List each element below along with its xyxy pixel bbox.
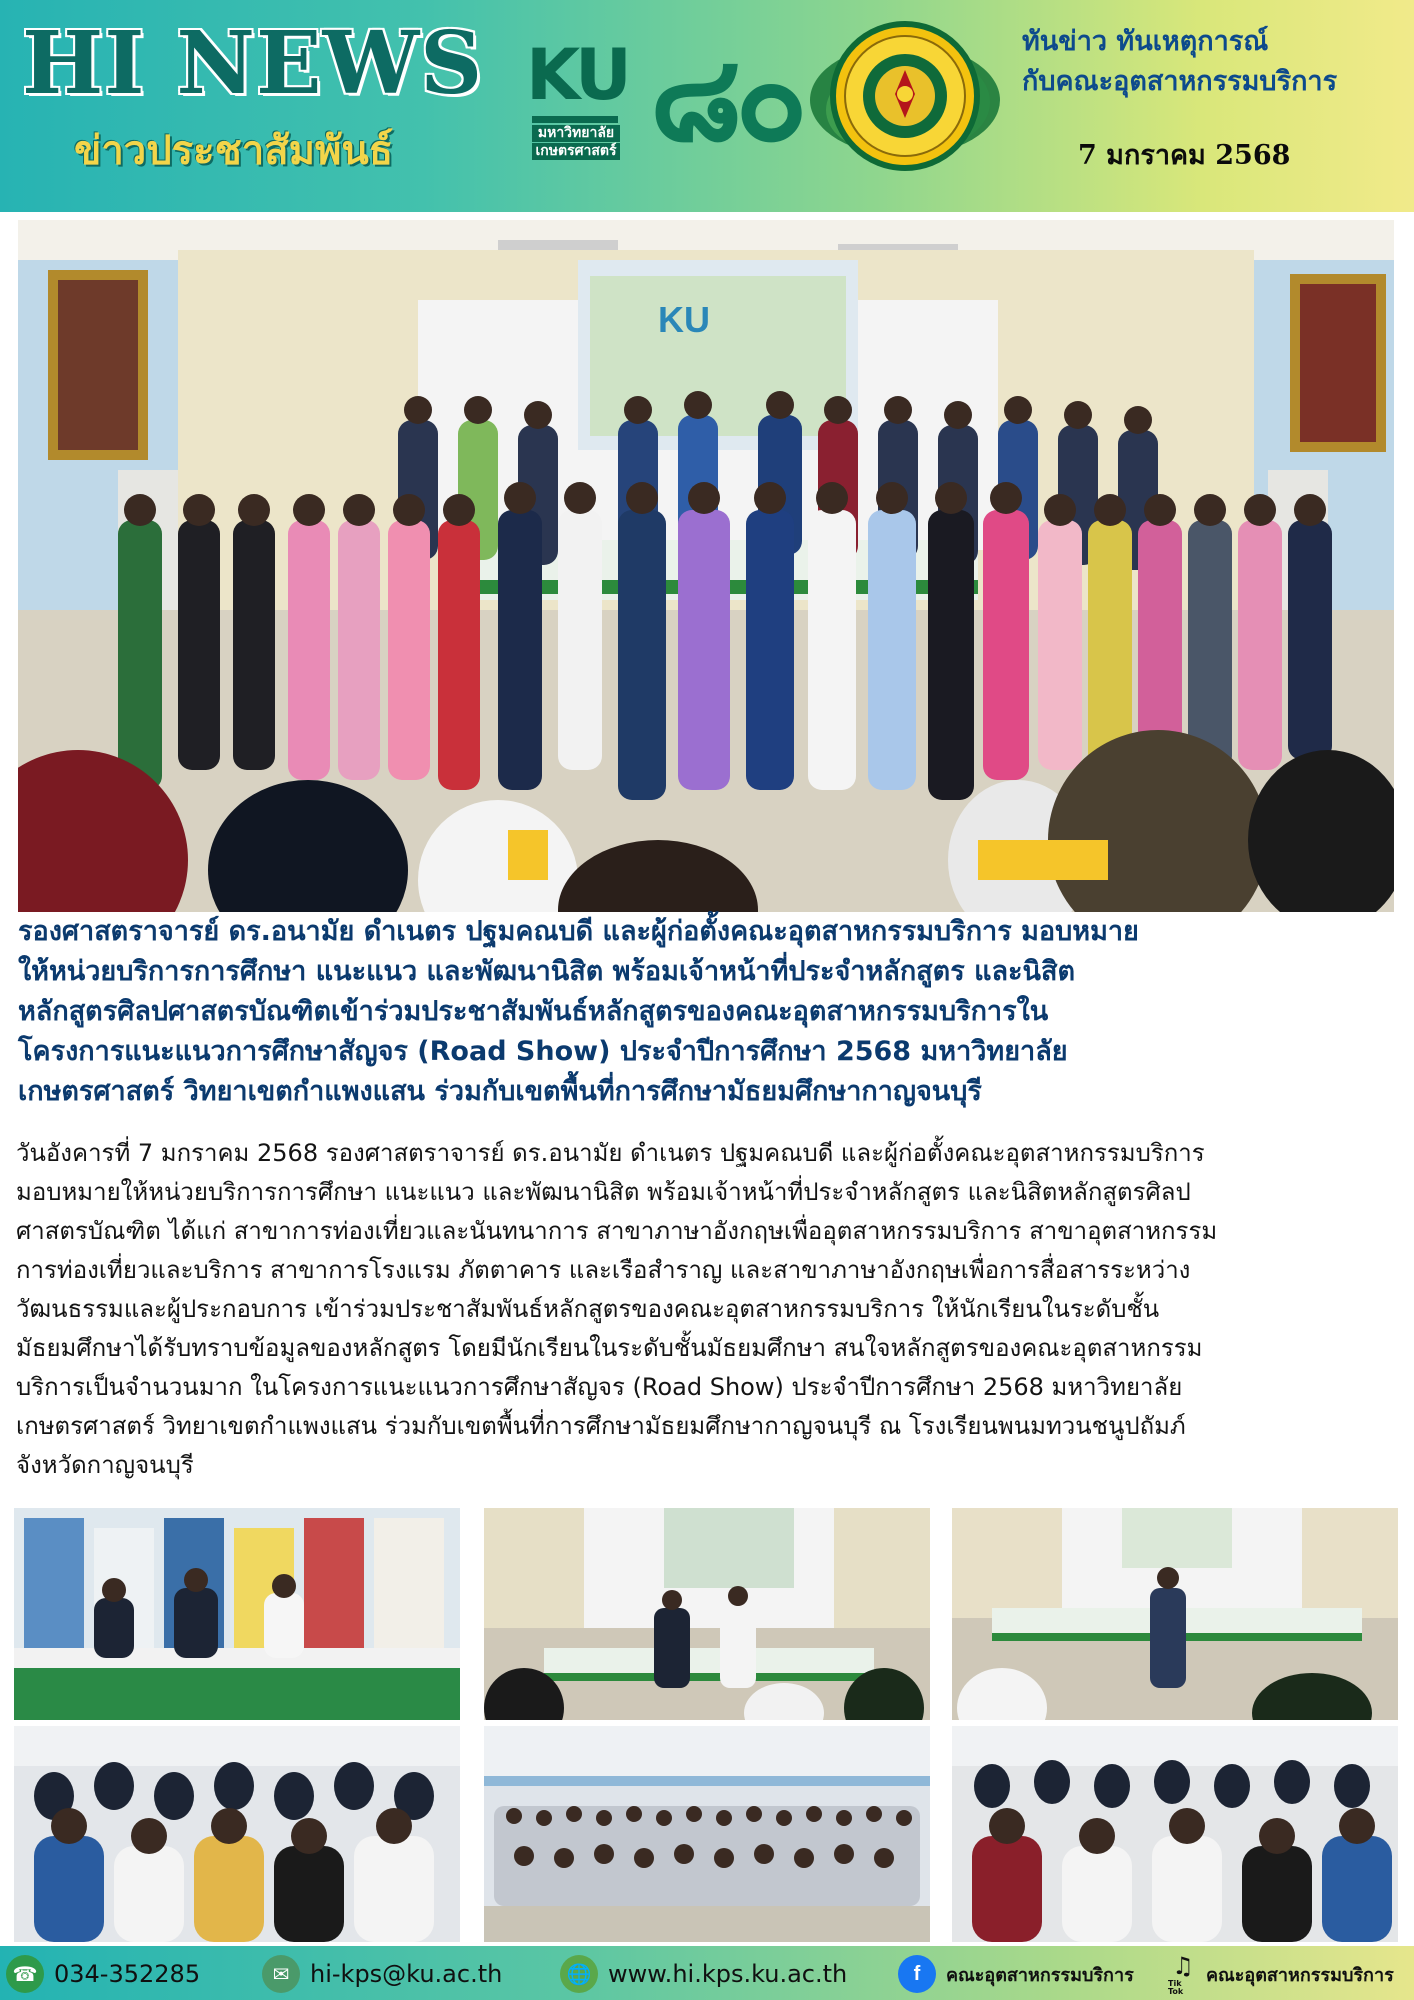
- footer-phone-text: 034-352285: [54, 1960, 201, 1988]
- tagline: [1022, 22, 1402, 102]
- footer-website-text: www.hi.kps.ku.ac.th: [608, 1960, 848, 1988]
- phone-icon: ☎: [6, 1955, 44, 1993]
- article-headline: [18, 912, 1398, 1112]
- tiktok-caption: Tik Tok: [1168, 1979, 1184, 1996]
- body-line: มัธยมศึกษาได้รับทราบข้อมูลของหลักสูตร โดยมีนักเรียนในระดับชั้นมัธยมศึกษา สนใจหลักสูตรของคณะอุตสาหกรรม: [16, 1334, 1203, 1362]
- footer-email-text: hi-kps@ku.ac.th: [310, 1960, 503, 1988]
- main-group-photo: [18, 220, 1394, 912]
- headline-line: ให้หน่วยบริการการศึกษา แนะแนว และพัฒนานิสิต พร้อมเจ้าหน้าที่ประจำหลักสูตร และนิสิต: [18, 956, 1076, 987]
- headline-line: หลักสูตรศิลปศาสตรบัณฑิตเข้าร่วมประชาสัมพันธ์หลักสูตรของคณะอุตสาหกรรมบริการใน: [18, 996, 1049, 1027]
- tagline-line-2: กับคณะอุตสาหกรรมบริการ: [1022, 66, 1338, 97]
- body-line: จังหวัดกาญจนบุรี: [16, 1451, 194, 1479]
- footer-website[interactable]: [560, 1954, 847, 1994]
- body-line: การท่องเที่ยวและบริการ สาขาการโรงแรม ภัตตาคาร และเรือสำราญ และสาขาภาษาอังกฤษเพื่อการสื่อสารระหว่าง: [16, 1256, 1191, 1284]
- ku-logo: [526, 32, 626, 162]
- screen-text: KU: [658, 299, 710, 340]
- facebook-icon: f: [898, 1955, 936, 1993]
- headline-line: เกษตรศาสตร์ วิทยาเขตกำแพงแสน ร่วมกับเขตพื้นที่การศึกษามัธยมศึกษากาญจนบุรี: [18, 1076, 982, 1107]
- ku-logo-line2: เกษตรศาสตร์: [532, 143, 620, 160]
- body-line: บริการเป็นจำนวนมาก ในโครงการแนะแนวการศึกษาสัญจร (Road Show) ประจำปีการศึกษา 2568 มหาวิทยาลัย: [16, 1373, 1183, 1401]
- faculty-seal-logo: [808, 18, 1002, 180]
- body-line: มอบหมายให้หน่วยบริการการศึกษา แนะแนว และพัฒนานิสิต พร้อมเจ้าหน้าที่ประจำหลักสูตร และนิสิตหลักสูตรศิลป: [16, 1178, 1191, 1206]
- body-line: วัฒนธรรมและผู้ประกอบการ เข้าร่วมประชาสัมพันธ์หลักสูตรของคณะอุตสาหกรรมบริการ ให้นักเรียนในระดับชั้น: [16, 1295, 1160, 1323]
- brand-subtitle: ข่าวประชาสัมพันธ์: [74, 128, 394, 174]
- anniversary-80-logo: ๘๐: [650, 28, 800, 169]
- footer-phone[interactable]: [6, 1954, 200, 1994]
- ku-logo-bar: [532, 116, 618, 123]
- tagline-line-1: ทันข่าว ทันเหตุการณ์: [1022, 26, 1269, 57]
- photo-speaker: [952, 1508, 1398, 1720]
- ku-logo-university: [526, 124, 626, 161]
- contact-footer: [0, 1946, 1414, 2000]
- headline-line: โครงการแนะแนวการศึกษาสัญจร (Road Show) ประจำปีการศึกษา 2568 มหาวิทยาลัย: [18, 1036, 1068, 1067]
- photo-audience-right: [952, 1726, 1398, 1942]
- headline-line: รองศาสตราจารย์ ดร.อนามัย ดำเนตร ปฐมคณบดี และผู้ก่อตั้งคณะอุตสาหกรรมบริการ มอบหมาย: [18, 916, 1139, 947]
- body-line: ศาสตรบัณฑิต ได้แก่ สาขาการท่องเที่ยวและนันทนาการ สาขาภาษาอังกฤษเพื่ออุตสาหกรรมบริการ สาขาอุตสาหกรรม: [16, 1217, 1218, 1245]
- footer-email[interactable]: [262, 1954, 502, 1994]
- photo-booth: [14, 1508, 460, 1720]
- photo-audience-left: [14, 1726, 460, 1942]
- ku-logo-line1: มหาวิทยาลัย: [532, 125, 620, 142]
- body-line: เกษตรศาสตร์ วิทยาเขตกำแพงแสน ร่วมกับเขตพื้นที่การศึกษามัธยมศึกษากาญจนบุรี ณ โรงเรียนพนมทวนชนูปถัมภ์: [16, 1412, 1186, 1440]
- body-line: วันอังคารที่ 7 มกราคม 2568 รองศาสตราจารย์ ดร.อนามัย ดำเนตร ปฐมคณบดี และผู้ก่อตั้งคณะอุตสาหกรรมบริการ: [16, 1139, 1205, 1167]
- footer-facebook-text: คณะอุตสาหกรรมบริการ: [946, 1964, 1134, 1986]
- newsletter-header: [0, 0, 1414, 212]
- brand-title: HI NEWS: [22, 13, 484, 114]
- footer-tiktok-text: คณะอุตสาหกรรมบริการ: [1206, 1964, 1394, 1986]
- article-body: [16, 1134, 1400, 1485]
- tiktok-icon: [1168, 1952, 1198, 1996]
- globe-icon: 🌐: [560, 1955, 598, 1993]
- issue-date: 7 มกราคม 2568: [1078, 140, 1291, 171]
- photo-stage-presenters: [484, 1508, 930, 1720]
- ku-logo-mark: KU: [526, 34, 628, 116]
- footer-facebook[interactable]: [898, 1954, 1134, 1994]
- photo-group-hall: [484, 1726, 930, 1942]
- tiktok-glyph: ♫: [1172, 1952, 1194, 1980]
- email-icon: ✉: [262, 1955, 300, 1993]
- footer-tiktok[interactable]: [1168, 1954, 1394, 1994]
